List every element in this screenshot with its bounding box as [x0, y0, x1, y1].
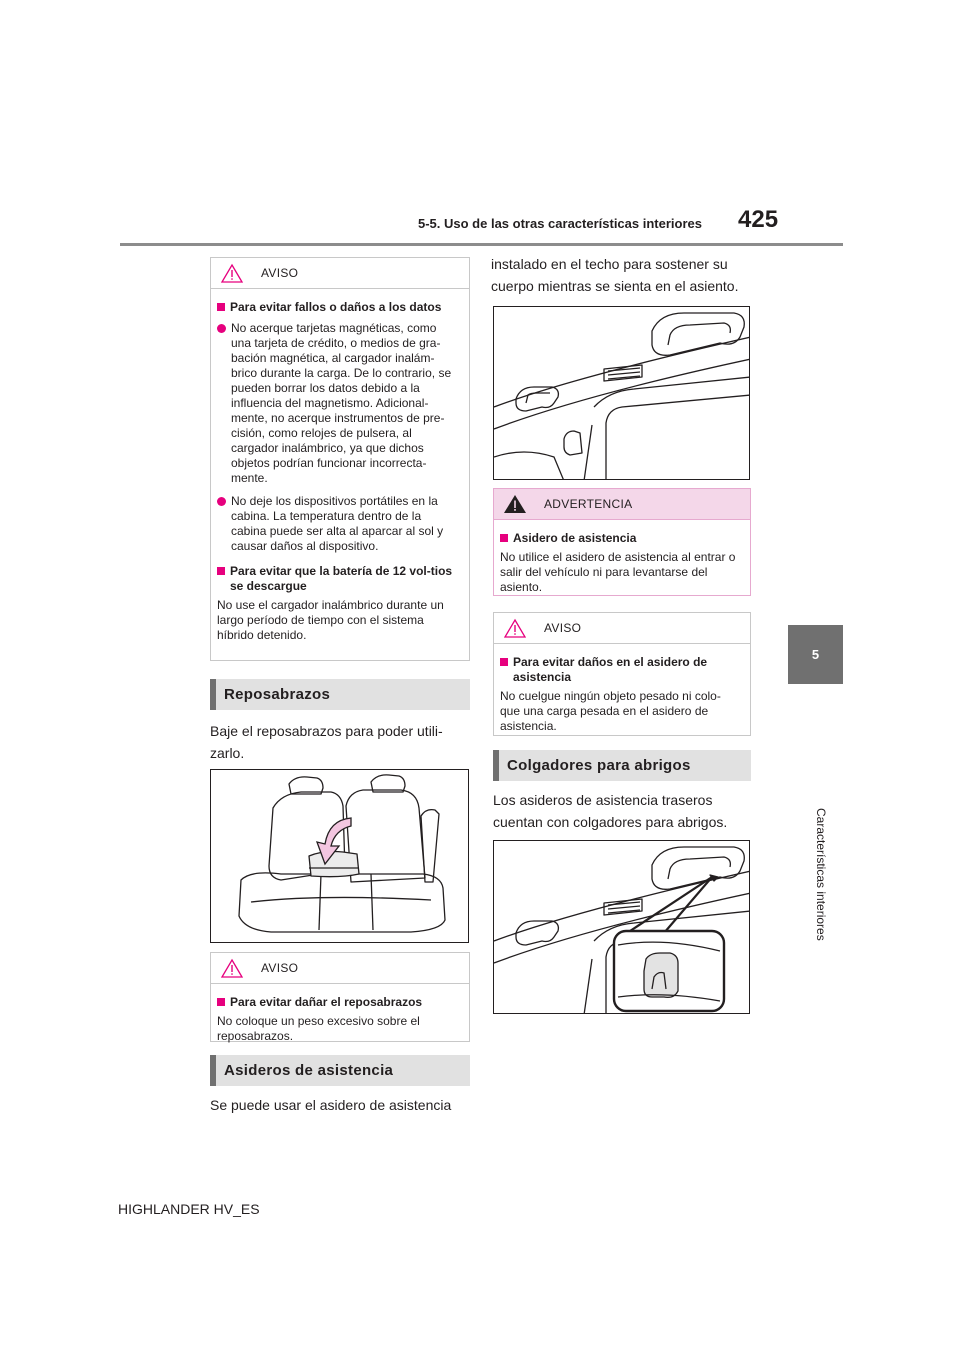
- reposabrazos-text: Baje el reposabrazos para poder utili-zarlo.: [210, 723, 443, 761]
- round-bullet-icon: [217, 324, 226, 333]
- notice-item-title: Para evitar daños en el asidero de asistencia: [500, 655, 740, 685]
- section-heading-asideros: Asideros de asistencia: [210, 1055, 470, 1086]
- rear-seat-armrest-image: [211, 770, 469, 943]
- colgadores-text: Los asideros de asistencia traseros cuentan con colgadores para abrigos.: [493, 792, 728, 830]
- warning-icon: [504, 494, 526, 514]
- square-bullet-icon: [217, 303, 225, 311]
- coat-hook-illustration: [493, 840, 750, 1014]
- caution-icon: [221, 263, 243, 283]
- footer-model-name: HIGHLANDER HV_ES: [118, 1201, 260, 1217]
- ceiling-grip-image: [494, 307, 750, 480]
- notice-box-data: [210, 257, 470, 661]
- square-bullet-icon: [500, 534, 508, 542]
- hook-detail-callout: [614, 931, 724, 1011]
- warning-text: No utilice el asidero de asistencia al entrar o salir del vehículo ni para levantarse del asiento.: [500, 550, 736, 594]
- chapter-tab: 5: [788, 625, 843, 684]
- notice-label: AVISO: [544, 621, 582, 635]
- notice-text: No use el cargador inalámbrico durante un largo período de tiempo con el sistema híbrido detenido.: [217, 598, 444, 642]
- square-bullet-icon: [500, 658, 508, 666]
- asideros-text-left: Se puede usar el asidero de asistencia: [210, 1097, 452, 1113]
- warning-box-grip: [493, 488, 751, 596]
- notice-item-title: Para evitar dañar el reposabrazos: [217, 995, 459, 1010]
- notice-box-armrest: [210, 952, 470, 1042]
- notice-header: [211, 953, 469, 984]
- notice-text: No cuelgue ningún objeto pesado ni colo-que una carga pesada en el asidero de asistencia.: [500, 689, 721, 733]
- notice-label: AVISO: [261, 266, 299, 280]
- notice-bullet: No deje los dispositivos portátiles en la cabina. La temperatura dentro de la cabina puede ser alta al aparcar al sol y causar daños al dispositivo.: [217, 494, 459, 554]
- square-bullet-icon: [217, 998, 225, 1006]
- asideros-text-right: instalado en el techo para sostener su cuerpo mientras se sienta en el asiento.: [491, 256, 739, 294]
- warning-item-title: Asidero de asistencia: [500, 531, 740, 546]
- notice-bullet: No acerque tarjetas magnéticas, como una tarjeta de crédito, o medios de gra-bación magnética, al cargador inalám-brico durante la carga. De lo contrario, se pueden borrar los datos debido a la influencia del magnetismo. Adicional-mente, no acerque instrumentos de pre-cisión, como relojes de pulsera, al cargador inalámbrico, ya que dichos objetos podrían funcionar incorrecta-mente.: [217, 321, 459, 486]
- notice-box-grip: [493, 612, 751, 736]
- notice-item-title: Para evitar que la batería de 12 vol-tios se descargue: [217, 564, 459, 594]
- header-section-title: 5-5. Uso de las otras características interiores: [418, 216, 702, 231]
- square-bullet-icon: [217, 567, 225, 575]
- caution-icon: [221, 958, 243, 978]
- round-bullet-icon: [217, 497, 226, 506]
- coat-hook-image: [494, 841, 750, 1014]
- notice-item-title: Para evitar fallos o daños a los datos: [217, 300, 459, 315]
- section-heading-reposabrazos: Reposabrazos: [210, 679, 470, 710]
- notice-label: AVISO: [261, 961, 299, 975]
- warning-label: ADVERTENCIA: [544, 497, 633, 511]
- section-heading-colgadores: Colgadores para abrigos: [493, 750, 751, 781]
- page-number: 425: [738, 206, 779, 233]
- warning-header: [494, 489, 750, 520]
- notice-text: No coloque un peso excesivo sobre el reposabrazos.: [217, 1014, 420, 1043]
- armrest-illustration: [210, 769, 469, 943]
- notice-header: [211, 258, 469, 289]
- chapter-title-vertical: Características interiores: [814, 808, 828, 941]
- grip-handle-illustration: [493, 306, 750, 480]
- notice-header: [494, 613, 750, 644]
- header-divider: [120, 243, 843, 246]
- caution-icon: [504, 618, 526, 638]
